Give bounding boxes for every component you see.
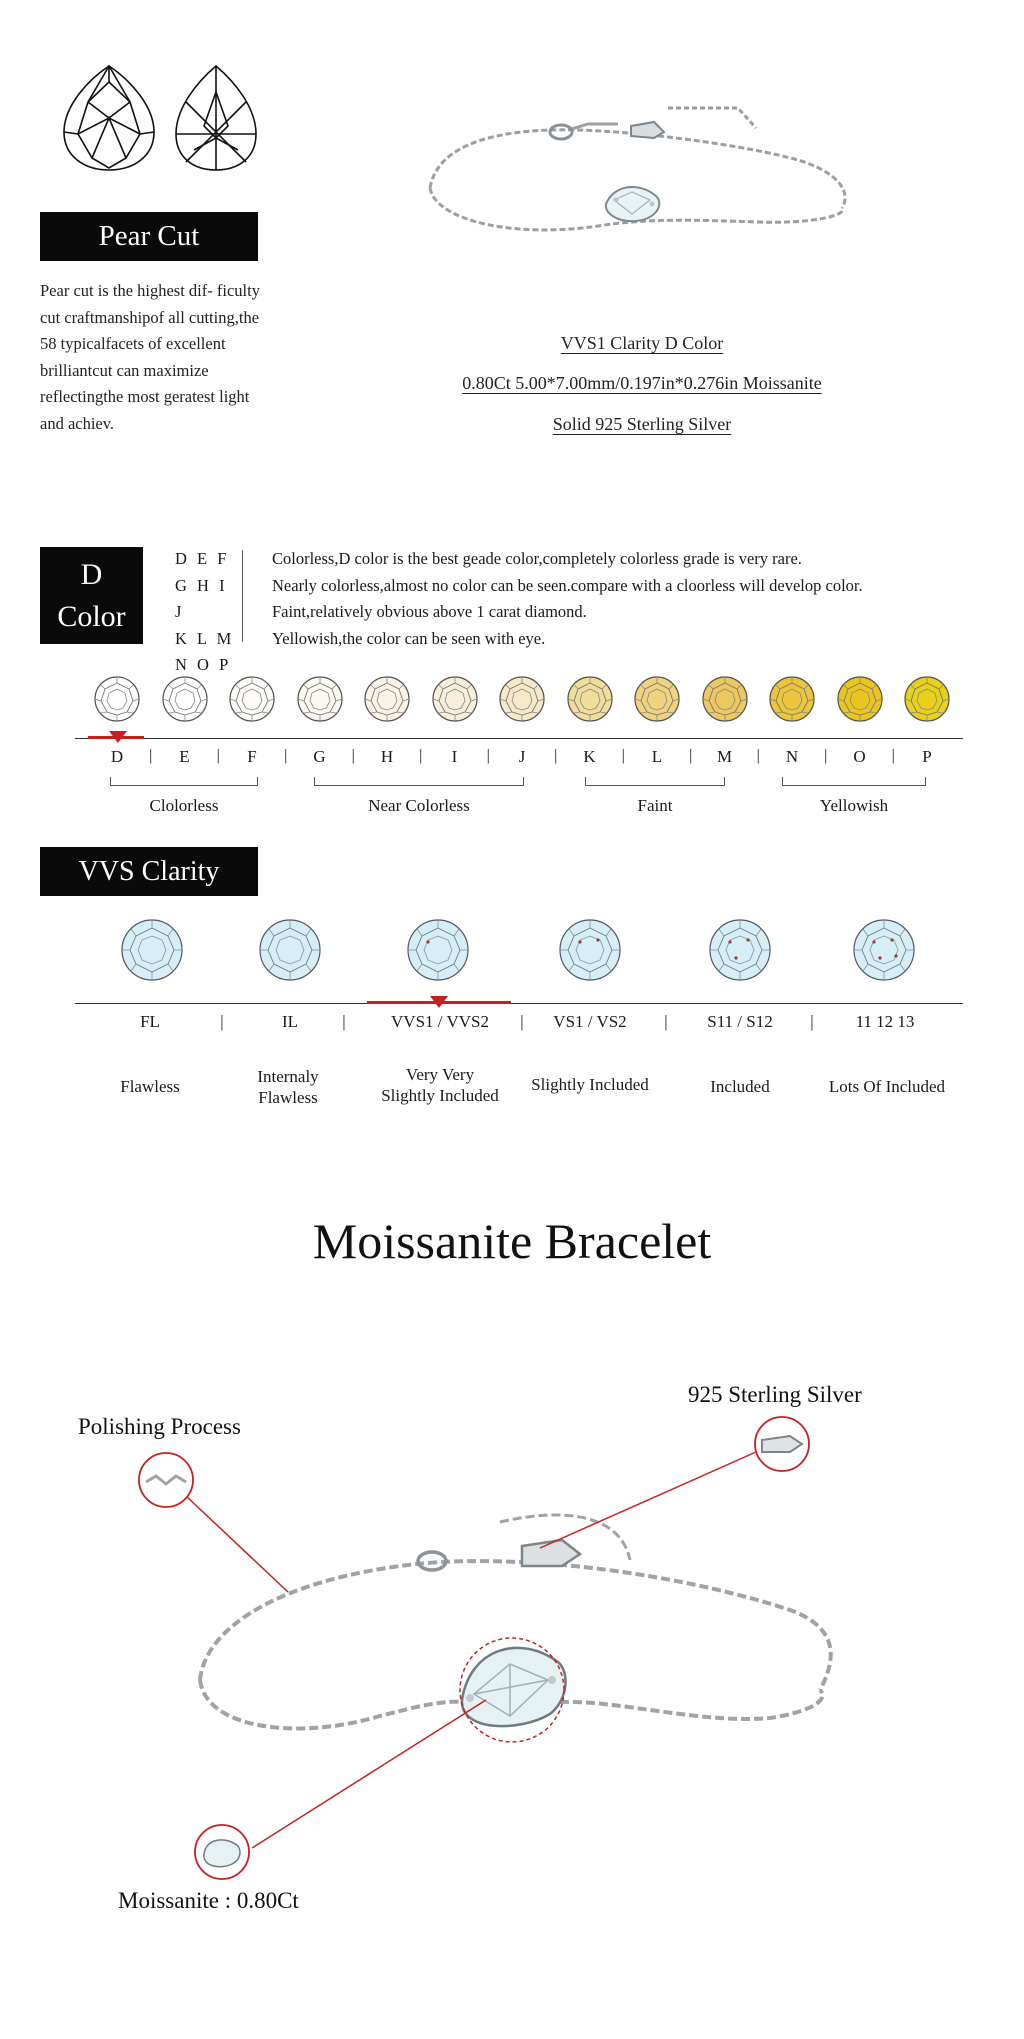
color-grade-letter: G [313,747,326,766]
clarity-name-slightly-included [520,1074,660,1095]
clarity-code-i: 11 12 13 [855,1012,915,1031]
color-grade-letter: I [451,747,458,766]
vvs-clarity-label: VVS Clarity [40,847,258,896]
clarity-name-line: Flawless [258,1088,318,1107]
grade-codes: K L M [175,628,235,648]
group-label-yellowish: Yellowish [819,796,889,815]
color-grade-separator: | [216,747,220,764]
clarity-name-included [680,1076,800,1097]
clarity-code-si: S11 / S12 [707,1012,773,1031]
clarity-name-vvs [360,1064,520,1106]
color-grade-separator: | [419,747,423,764]
clarity-name-line: Internaly [257,1067,319,1086]
clarity-name-internally-flawless [228,1066,348,1108]
color-grade-separator: | [284,747,288,764]
clarity-code-fl: FL [140,1012,160,1031]
d-color-badge-line2: Color [57,599,126,633]
group-label-near-colorless: Near Colorless [368,796,470,815]
pear-facets-icon [170,62,262,174]
pear-outline-icon [58,62,160,174]
color-grade-separator: | [621,747,625,764]
color-grade-letter: K [583,747,596,766]
color-grade-separator: | [756,747,760,764]
color-gem-icon [498,675,546,723]
color-gem-icon [836,675,884,723]
color-gem-icon [296,675,344,723]
clarity-gem-icon [558,918,622,982]
d-color-badge [40,547,143,644]
color-grade-separator: | [554,747,558,764]
grade-codes-column [175,546,235,679]
grade-codes: D E F [175,549,230,568]
clarity-name-flawless [90,1076,210,1097]
clarity-separator: | [220,1012,224,1031]
clarity-gem-icon [406,918,470,982]
heart-marker-icon [107,730,129,744]
color-grade-letter: M [716,747,733,766]
color-grade-separator: | [891,747,895,764]
color-gem-icon [93,675,141,723]
sterling-silver-label: 925 Sterling Silver [688,1382,862,1407]
grade-divider [242,550,243,642]
color-grade-separator: | [486,747,490,764]
color-grade-separator: | [149,747,153,764]
color-grade-separator: | [824,747,828,764]
page-title: Moissanite Bracelet [312,1213,712,1269]
spec-clarity-color: VVS1 Clarity D Color [560,333,724,353]
pear-cut-label: Pear Cut [40,212,258,261]
polishing-process-label: Polishing Process [78,1414,241,1439]
clarity-name-line: Included [710,1077,770,1096]
grade-description: Yellowish,the color can be seen with eye. [272,628,546,648]
clarity-code-vs: VS1 / VS2 [553,1012,627,1031]
grade-description: Faint,relatively obvious above 1 carat diamond. [272,602,587,621]
color-gem-icon [228,675,276,723]
color-grade-separator: | [351,747,355,764]
color-gem-icon [566,675,614,723]
clarity-gem-icon [258,918,322,982]
group-bracket-near-colorless [314,777,524,786]
group-bracket-yellowish [782,777,926,786]
pear-cut-description: Pear cut is the highest dif- ficulty cut craftmanshipof all cutting,the 58 typicalfacets of excellent brilliantcut can maximize reflectingthe most geratest light and achiev. [40,281,260,433]
color-grade-letter: L [651,747,663,766]
clarity-separator: | [342,1012,346,1031]
color-grade-letter: N [785,747,799,766]
clarity-scale-line [75,1003,963,1004]
clarity-name-line: Slightly Included [381,1086,499,1105]
clarity-separator: | [664,1012,668,1031]
grade-description: Colorless,D color is the best geade color,completely colorless grade is very rare. [272,549,802,568]
moissanite-carat-label: Moissanite : 0.80Ct [118,1888,299,1913]
clarity-name-lots-of-included [812,1076,962,1097]
color-grade-separator: | [689,747,693,764]
clarity-separator: | [810,1012,814,1031]
color-gem-icon [161,675,209,723]
color-scale-line [75,738,963,739]
grade-codes: G H I J [175,575,228,621]
grade-descriptions-column [272,546,1012,652]
color-grade-letter: F [247,747,257,766]
color-gem-icon [701,675,749,723]
color-grade-letter: E [179,747,190,766]
color-gem-icon [431,675,479,723]
bracelet-product-image [418,100,858,250]
clarity-separator: | [520,1012,524,1031]
color-gem-icon [768,675,816,723]
clarity-code-il: IL [281,1012,299,1031]
spec-size: 0.80Ct 5.00*7.00mm/0.197in*0.276in Moissanite [462,373,822,393]
clarity-gem-icon [120,918,184,982]
group-bracket-faint [585,777,725,786]
grade-description: Nearly colorless,almost no color can be seen.compare with a cloorless will develop color. [272,575,863,595]
heart-marker-icon [428,995,450,1009]
color-grade-letter: P [922,747,932,766]
clarity-name-line: Very Very [405,1065,475,1084]
d-color-badge-line1: D [80,557,103,591]
clarity-name-line: Flawless [120,1077,180,1096]
bracelet-detail-image [0,1380,1024,1900]
color-gem-icon [903,675,951,723]
color-grade-letter: J [518,747,526,766]
group-bracket-colorless [110,777,258,786]
spec-material: Solid 925 Sterling Silver [552,414,732,434]
clarity-code-vvs: VVS1 / VVS2 [391,1012,489,1031]
color-grade-letter: D [110,747,124,766]
clarity-name-line: Slightly Included [531,1075,649,1094]
clarity-gem-icon [852,918,916,982]
color-gem-icon [363,675,411,723]
color-grade-letter: H [380,747,394,766]
clarity-name-line: Lots Of Included [828,1077,946,1096]
color-gem-icon [633,675,681,723]
group-label-colorless: Clolorless [149,796,219,815]
grade-codes: N O P [175,655,232,674]
clarity-gem-icon [708,918,772,982]
color-grade-letter: O [853,747,866,766]
group-label-faint: Faint [637,796,673,815]
